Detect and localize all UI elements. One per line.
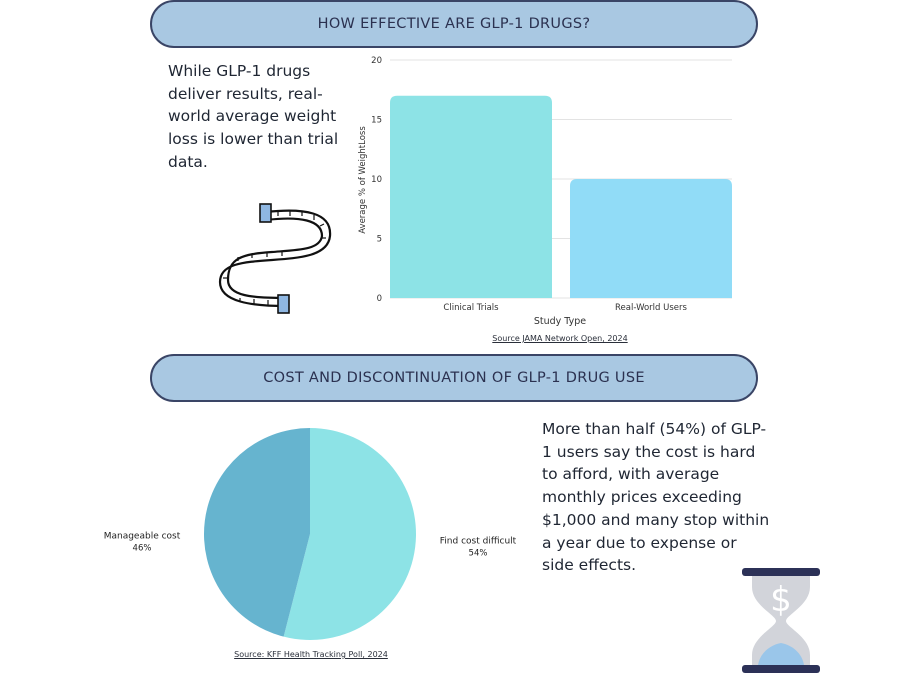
y-tick-label: 5 [376, 234, 382, 245]
pie-value-label: 46% [132, 543, 152, 554]
pie-chart [100, 420, 520, 650]
bar-clinical-trials [390, 96, 552, 298]
y-axis-label: Average % of WeightLoss [358, 126, 368, 234]
y-tick-label: 20 [371, 56, 382, 66]
y-tick-label: 15 [371, 115, 382, 126]
section1-paragraph: While GLP-1 drugs deliver results, real-world average weight loss is lower than trial data. [168, 62, 339, 171]
pie-value-label: 54% [468, 548, 488, 559]
pie-label: Manageable cost [103, 531, 181, 542]
section1-title-banner [150, 0, 758, 48]
section2-title: COST AND DISCONTINUATION OF GLP-1 DRUG USE [263, 370, 645, 386]
bar-chart [350, 50, 750, 335]
svg-text:$: $ [770, 580, 792, 620]
x-tick-label: Real-World Users [615, 303, 687, 313]
y-tick-label: 0 [376, 294, 382, 304]
section2-paragraph: More than half (54%) of GLP-1 users say the cost is hard to afford, with average monthly prices exceeding $1,000 and many stop within a year due to expense or side effects. [542, 420, 770, 575]
section2-source: Source: KFF Health Tracking Poll, 2024 [234, 650, 388, 659]
section1-source: Source JAMA Network Open, 2024 [492, 334, 628, 343]
section1-title: HOW EFFECTIVE ARE GLP-1 DRUGS? [317, 16, 591, 32]
x-axis-label: Study Type [533, 316, 587, 327]
measuring-tape-icon [212, 198, 338, 320]
x-tick-label: Clinical Trials [443, 303, 499, 313]
bar-real-world-users [570, 179, 732, 298]
hourglass-dollar-icon [738, 565, 824, 677]
section2-title-banner [150, 354, 758, 402]
pie-label: Find cost difficult [439, 536, 517, 547]
y-tick-label: 10 [371, 175, 382, 185]
